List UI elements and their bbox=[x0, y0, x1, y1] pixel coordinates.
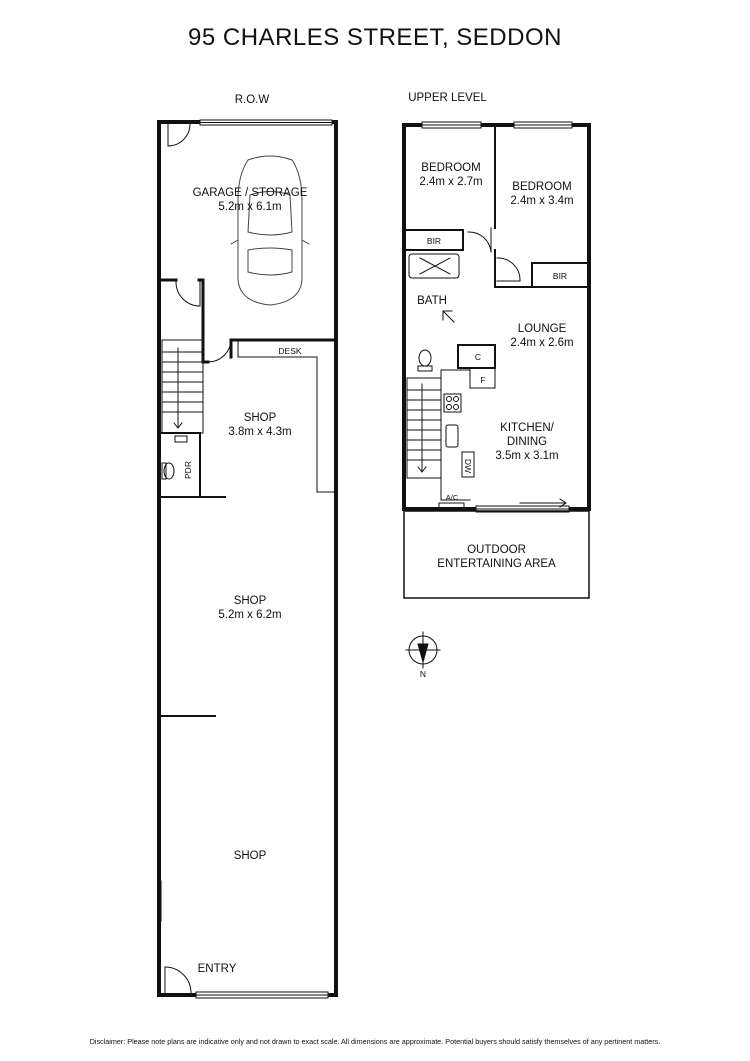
kitchen-name-line2: DINING bbox=[506, 436, 548, 448]
lounge-size: 2.4m x 2.6m bbox=[510, 337, 574, 349]
shop-rear-name: SHOP bbox=[243, 412, 277, 424]
entry-front-window bbox=[196, 992, 328, 998]
garage-name: GARAGE / STORAGE bbox=[192, 187, 308, 199]
desk-label: DESK bbox=[278, 346, 302, 356]
bedroom1-name: BEDROOM bbox=[421, 162, 481, 174]
entry-label: ENTRY bbox=[197, 963, 237, 975]
bathtub bbox=[409, 254, 459, 278]
bir1-label: BIR bbox=[426, 236, 442, 246]
disclaimer: Disclaimer: Please note plans are indicative only and not drawn to exact scale. All dimensions are approximate. Potential buyers should satisfy themselves of any pertinent matters. bbox=[89, 1037, 661, 1046]
shop-rear-size: 3.8m x 4.3m bbox=[228, 426, 292, 438]
compass-icon bbox=[406, 632, 440, 668]
dishwasher-label: DW bbox=[463, 458, 473, 474]
garage-size: 5.2m x 6.1m bbox=[218, 201, 282, 213]
garage-rear-window bbox=[200, 120, 332, 125]
plan-title: 95 CHARLES STREET, SEDDON bbox=[188, 24, 562, 51]
bedroom1-size: 2.4m x 2.7m bbox=[419, 176, 483, 188]
shop-mid-name: SHOP bbox=[233, 595, 267, 607]
outdoor-line1: OUTDOOR bbox=[467, 544, 526, 556]
bedroom2-name: BEDROOM bbox=[512, 181, 572, 193]
kitchen-name-line1: KITCHEN/ bbox=[500, 422, 554, 434]
ac-label: A/C bbox=[445, 493, 459, 502]
car-outline bbox=[231, 156, 309, 305]
cupboard-label: C bbox=[474, 352, 482, 362]
pdr-label: PDR bbox=[183, 461, 193, 479]
ground-stairs bbox=[162, 340, 203, 433]
shop-front-name: SHOP bbox=[233, 850, 267, 862]
lounge-name: LOUNGE bbox=[517, 323, 567, 335]
bath-door-arrow bbox=[443, 311, 454, 322]
upper-level-label: UPPER LEVEL bbox=[408, 92, 487, 104]
bir2-label: BIR bbox=[552, 271, 568, 281]
outdoor-line2: ENTERTAINING AREA bbox=[437, 558, 556, 570]
entry-door-swing bbox=[160, 882, 191, 993]
upper-stairs bbox=[407, 378, 441, 478]
kitchen-size: 3.5m x 3.1m bbox=[495, 450, 559, 462]
garage-door-swing bbox=[168, 124, 190, 146]
bedroom2-size: 2.4m x 3.4m bbox=[510, 195, 574, 207]
fridge-label: F bbox=[480, 375, 486, 385]
shop-mid-size: 5.2m x 6.2m bbox=[218, 609, 282, 621]
compass-north-label: N bbox=[419, 669, 427, 679]
row-label: R.O.W bbox=[234, 94, 270, 106]
bath-label: BATH bbox=[417, 295, 447, 307]
upper-toilet bbox=[418, 350, 432, 371]
